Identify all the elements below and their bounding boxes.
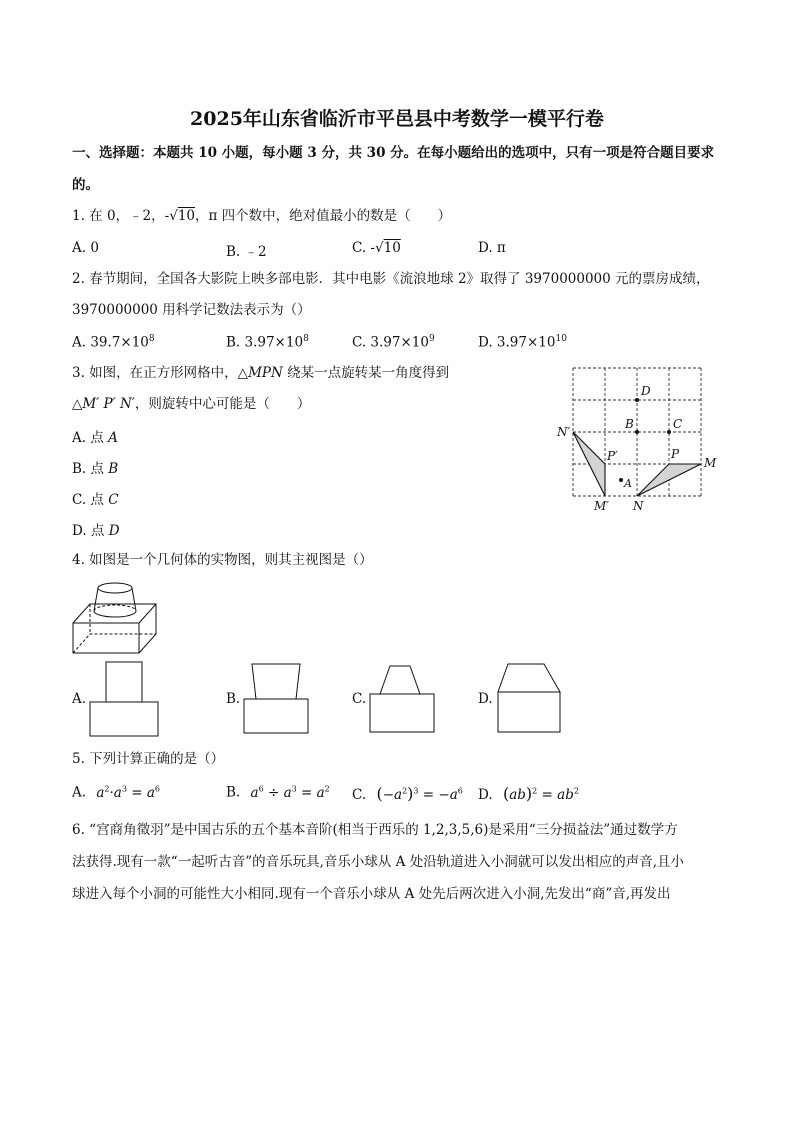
question-1 [72,206,451,226]
frustum-bottom-hidden [94,605,136,611]
q5-option-b-label: B. [226,784,241,801]
q2-option-b-base: B. 3.97×10 [226,334,304,351]
section-header-line2: 的。 [72,177,99,193]
option-d-trapezoid [498,664,560,692]
q2-option-a[interactable] [72,334,155,351]
question-6-line2: 法获得.现有一款“一起听古音”的音乐玩具,音乐小球从 A 处沿轨道进入小洞就可以发出相应的声音,且小 [72,854,685,870]
q2-option-d[interactable] [478,334,567,351]
label-b: B [625,417,634,431]
triangle-m-prime-p-prime-n-prime [573,432,605,496]
frustum-sides [94,588,136,617]
q3-option-d-point: D [108,523,120,539]
sqrt-symbol: √ [169,208,178,224]
q3-option-d-label: D. 点 [72,523,109,539]
q3-line1-post: 绕某一点旋转某一角度得到 [282,365,450,381]
q1-radicand: 10 [177,208,195,224]
option-b-trapezoid [252,664,300,699]
question-2-line1: 2. 春节期间，全国各大影院上映多部电影．其中电影《流浪地球 2》取得了 3970000000 元的票房成绩， [72,271,710,287]
q5-option-b-expr: $a^6 \div a^3 = a^2$ [250,784,330,801]
box-back-edges [73,604,156,653]
point-c-dot [667,430,671,434]
q3-option-b-point: B [108,461,119,477]
q3-option-b-label: B. 点 [72,461,109,477]
q3-option-c[interactable] [72,488,119,508]
label-d: D [641,384,651,398]
q5-option-c-label: C. [352,787,367,803]
q3-option-c-point: C [108,492,119,508]
label-a: A [624,477,632,490]
q3-option-b[interactable] [72,457,118,477]
q2-option-a-exp: 8 [148,334,155,344]
q1-option-d[interactable]: D. π [478,240,506,256]
q2-option-c[interactable] [352,334,435,351]
q3-triangle-mpn: MPN [248,365,283,381]
q1-option-c-label: C. - [352,240,375,256]
label-m-prime: M′ [594,499,610,513]
q3-line1-pre: 3. 如图，在正方形网格中，△ [72,365,249,381]
q2-option-b-exp: 8 [303,334,309,344]
q5-option-d-expr: $(ab)^2 = ab^2$ [502,784,579,803]
q5-option-b[interactable] [226,784,330,801]
q3-option-a[interactable] [72,426,118,446]
label-n: N [633,499,644,513]
q5-option-c[interactable] [352,784,463,803]
q3-option-c-label: C. 点 [72,492,109,508]
question-5: 5. 下列计算正确的是（） [72,751,225,767]
q4-option-c-figure[interactable] [366,664,438,736]
q3-triangle-prime: △M′ P′ N′ [72,396,135,412]
option-b-base-rect [244,699,308,733]
q1-text-post: ，π 四个数中，绝对值最小的数是（ ） [195,208,452,224]
option-d-base-rect [498,692,560,732]
triangle-mpn [637,464,701,496]
q5-option-c-expr: $(-a^2)^3 = -a^6$ [376,784,463,803]
q4-option-d-figure[interactable] [494,662,566,736]
q3-option-a-point: A [108,430,118,446]
q2-option-c-exp: 9 [428,334,435,344]
q4-solid-figure [70,578,162,660]
question-2-line2: 3970000000 用科学记数法表示为（） [72,302,311,318]
frustum-top [98,583,132,593]
point-a-dot [619,478,623,482]
option-c-base-rect [370,694,434,732]
q4-option-b[interactable]: B. [226,691,241,707]
q5-option-a[interactable] [72,784,160,801]
q2-option-c-base: C. 3.97×10 [352,334,429,351]
q5-option-a-label: A. [72,784,87,801]
q1-option-c[interactable] [352,240,401,256]
option-a-top-rect [106,662,142,702]
q4-option-b-figure[interactable] [240,662,314,736]
question-3-line1 [72,363,449,383]
point-b-dot [635,430,639,434]
q3-line2-post: ，则旋转中心可能是（ ） [134,396,311,412]
page-title: 2025年山东省临沂市平邑县中考数学一模平行卷 [190,108,604,130]
q3-rotation-grid-figure [557,360,720,520]
label-p-prime: P′ [607,449,618,463]
option-c-trapezoid [380,666,420,694]
q2-option-b[interactable] [226,334,309,351]
label-m: M [704,456,717,470]
q5-option-d-label: D. [478,787,493,803]
q2-option-d-exp: 10 [555,334,567,344]
q3-option-a-label: A. 点 [72,430,109,446]
q1-option-a[interactable]: A. 0 [72,240,99,256]
box-edge [139,604,156,623]
q1-option-b[interactable]: B. ﹣2 [226,244,267,260]
question-4: 4. 如图是一个几何体的实物图，则其主视图是（） [72,552,373,568]
sqrt-symbol: √ [375,240,384,256]
box-hidden-edges [73,634,156,653]
q3-option-d[interactable] [72,519,120,539]
label-p: P [671,447,680,461]
q4-option-a[interactable]: A. [72,691,87,707]
q4-option-a-figure[interactable] [88,660,162,738]
q5-option-d[interactable] [478,784,579,803]
label-n-prime: N′ [557,425,571,439]
question-6-line1: 6. “宫商角徵羽”是中国古乐的五个基本音阶(相当于西乐的 1,2,3,5,6)是采用“三分损益法”通过数学方 [72,822,678,838]
point-d-dot [635,398,639,402]
q2-option-d-base: D. 3.97×10 [478,334,556,351]
question-3-line2 [72,394,310,414]
option-a-base-rect [90,702,158,736]
q4-option-c[interactable]: C. [352,691,367,707]
label-c: C [673,417,683,431]
q1-text-pre: 1. 在 0，﹣2，- [72,208,170,224]
q4-option-d[interactable]: D. [478,691,493,707]
q2-option-a-base: A. 39.7×10 [72,334,149,351]
q1-option-c-radicand: 10 [383,240,401,256]
box-front [73,623,139,653]
question-6-line3: 球进入每个小洞的可能性大小相同.现有一个音乐小球从 A 处先后两次进入小洞,先发出“商”音,再发出 [72,886,671,902]
section-header-line1: 一、选择题：本题共 10 小题，每小题 3 分，共 30 分。在每小题给出的选项中，只有一项是符合题目要求 [72,145,715,161]
q5-option-a-expr: $a^2\cdot a^3 = a^6$ [96,784,160,801]
